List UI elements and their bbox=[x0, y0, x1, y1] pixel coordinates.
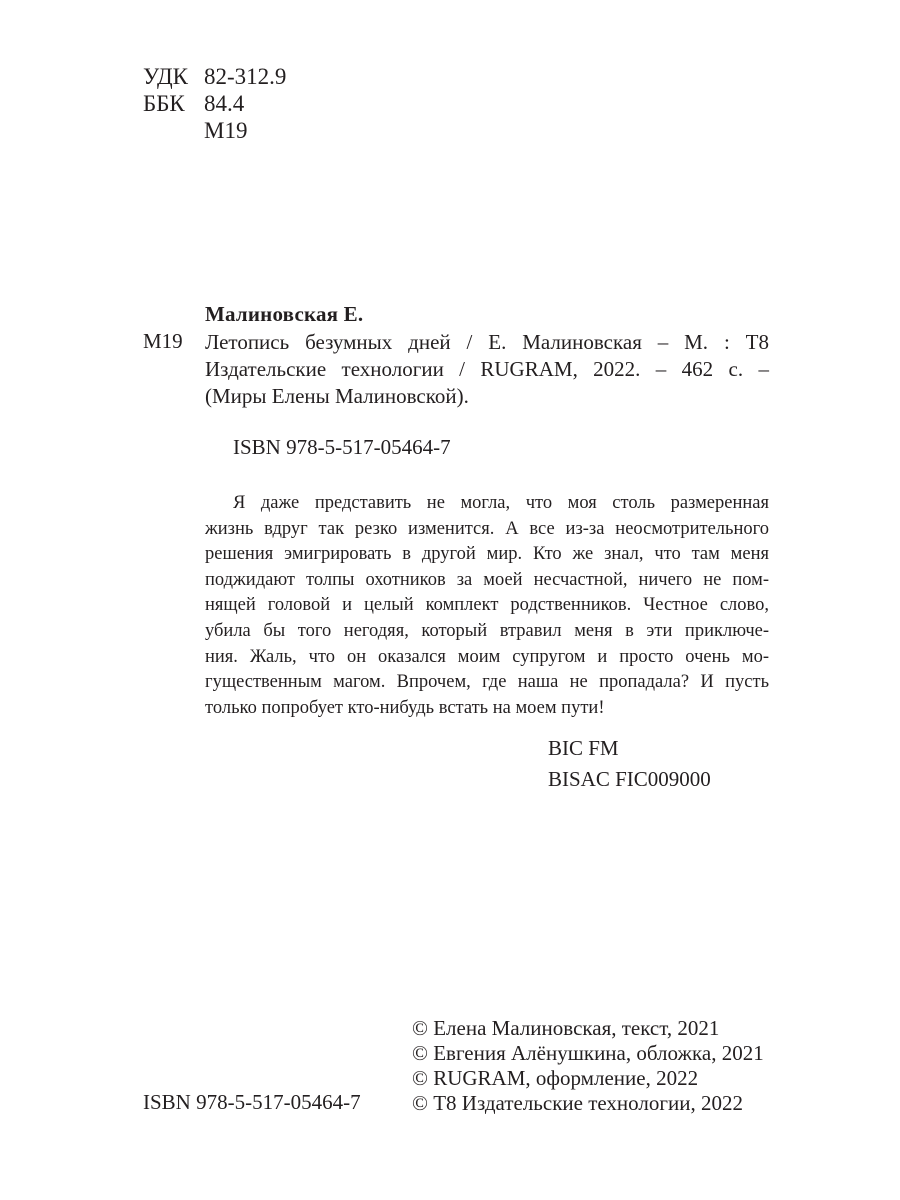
bib-line: Издательские технологии / RUGRAM, 2022. – 462 с. – bbox=[205, 357, 769, 381]
bbk-label: ББК bbox=[143, 91, 185, 116]
copyright-line: © RUGRAM, оформление, 2022 bbox=[412, 1066, 699, 1090]
annotation-line: только попробует кто-нибудь встать на моем пути! bbox=[205, 697, 605, 718]
annotation-line: Я даже представить не могла, что моя столь размеренная bbox=[233, 493, 769, 513]
udk-value: 82-312.9 bbox=[204, 64, 287, 89]
author-code: М19 bbox=[143, 329, 183, 353]
annotation-line: поджидают толпы охотников за моей несчастной, ничего не пом- bbox=[205, 569, 769, 590]
udk-label: УДК bbox=[143, 64, 188, 89]
annotation-line: гущественным магом. Впрочем, где наша не пропадала? И пусть bbox=[205, 672, 769, 693]
bisac-code: BISAC FIC009000 bbox=[548, 767, 711, 791]
annotation-line: жизнь вдруг так резко изменится. А все из-за неосмотрительного bbox=[205, 518, 769, 539]
isbn-footer: ISBN 978-5-517-05464-7 bbox=[143, 1090, 361, 1114]
copyright-line: © Т8 Издательские технологии, 2022 bbox=[412, 1091, 743, 1115]
copyright-block bbox=[412, 1016, 764, 1116]
copyright-line: © Евгения Алёнушкина, обложка, 2021 bbox=[412, 1041, 764, 1065]
bib-line: (Миры Елены Малиновской). bbox=[205, 384, 469, 408]
annotation-line: убила бы того негодяя, который втравил меня в эти приключе- bbox=[205, 620, 769, 641]
annotation-paragraph bbox=[205, 491, 769, 721]
annotation-line: нящей головой и целый комплект родственников. Честное слово, bbox=[205, 595, 769, 616]
subject-codes bbox=[548, 733, 711, 795]
bbk-value: 84.4 bbox=[204, 91, 245, 116]
author-mark: М19 bbox=[204, 118, 248, 143]
isbn-main: ISBN 978-5-517-05464-7 bbox=[233, 435, 451, 459]
annotation-line: ния. Жаль, что он оказался моим супругом и просто очень мо- bbox=[205, 646, 769, 667]
author-name: Малиновская Е. bbox=[205, 302, 364, 326]
bibliographic-description bbox=[205, 329, 769, 410]
annotation-line: решения эмигрировать в другой мир. Кто же знал, что там меня bbox=[205, 544, 769, 565]
bic-code: BIC FM bbox=[548, 736, 619, 760]
bib-line: Летопись безумных дней / Е. Малиновская – М. : Т8 bbox=[205, 330, 769, 354]
copyright-line: © Елена Малиновская, текст, 2021 bbox=[412, 1016, 720, 1040]
